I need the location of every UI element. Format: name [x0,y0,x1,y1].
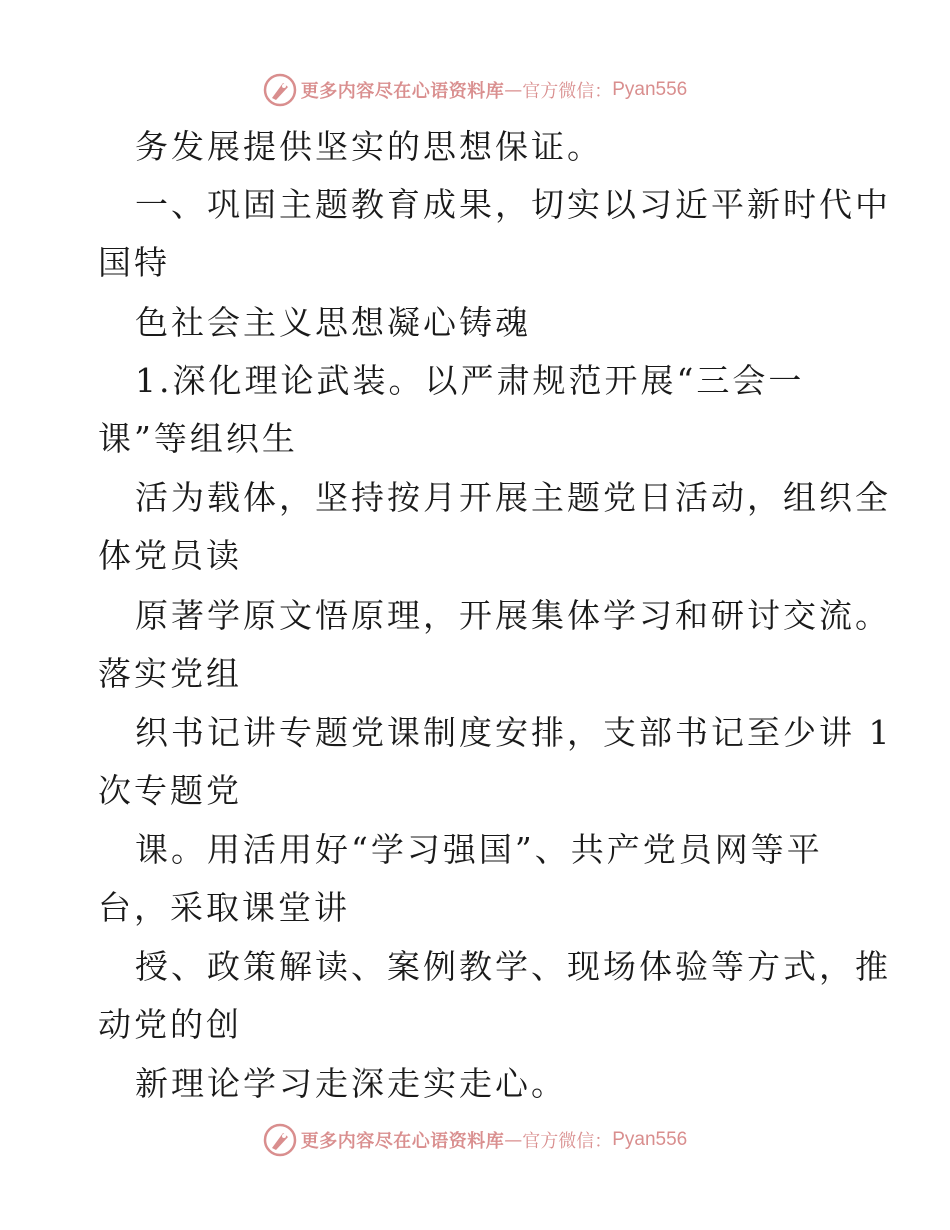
text-line: 色社会主义思想凝心铸魂 [135,303,531,342]
watermark-separator: — [504,79,523,101]
watermark-official-label: 官方微信： [522,1131,613,1152]
text-line: 动党的创 [98,1005,242,1044]
text-line: 原著学原文悟原理，开展集体学习和研讨交流。 [135,596,891,635]
pen-nib-icon [263,73,297,107]
watermark-official-label: 官方微信： [522,81,613,102]
text-line: 课”等组织生 [98,419,298,458]
text-line: 落实党组 [98,654,242,693]
text-line: 务发展提供坚实的思想保证。 [135,127,603,166]
watermark-text: 更多内容尽在心语资料库 [300,1131,505,1152]
footer-watermark [0,1120,950,1160]
watermark-wechat-id: Pyan556 [612,79,688,100]
text-line: 体党员读 [98,536,242,575]
text-line: 织书记讲专题党课制度安排，支部书记至少讲 1 [135,713,893,752]
text-line: 课。用活用好“学习强国”、共产党员网等平 [135,830,823,869]
text-line: 授、政策解读、案例教学、现场体验等方式，推 [135,947,891,986]
watermark-separator: — [504,1129,523,1151]
text-line: 台，采取课堂讲 [98,888,350,927]
text-line: 1.深化理论武装。以严肃规范开展“三会一 [135,361,805,400]
text-line: 国特 [98,243,170,282]
text-line: 次专题党 [98,771,242,810]
text-line: 一、巩固主题教育成果，切实以习近平新时代中 [135,185,891,224]
watermark-text: 更多内容尽在心语资料库 [300,81,505,102]
pen-nib-icon [263,1123,297,1157]
text-line: 新理论学习走深走实走心。 [135,1064,567,1103]
text-line: 活为载体，坚持按月开展主题党日活动，组织全 [135,478,891,517]
watermark-wechat-id: Pyan556 [612,1129,688,1150]
header-watermark [0,70,950,110]
